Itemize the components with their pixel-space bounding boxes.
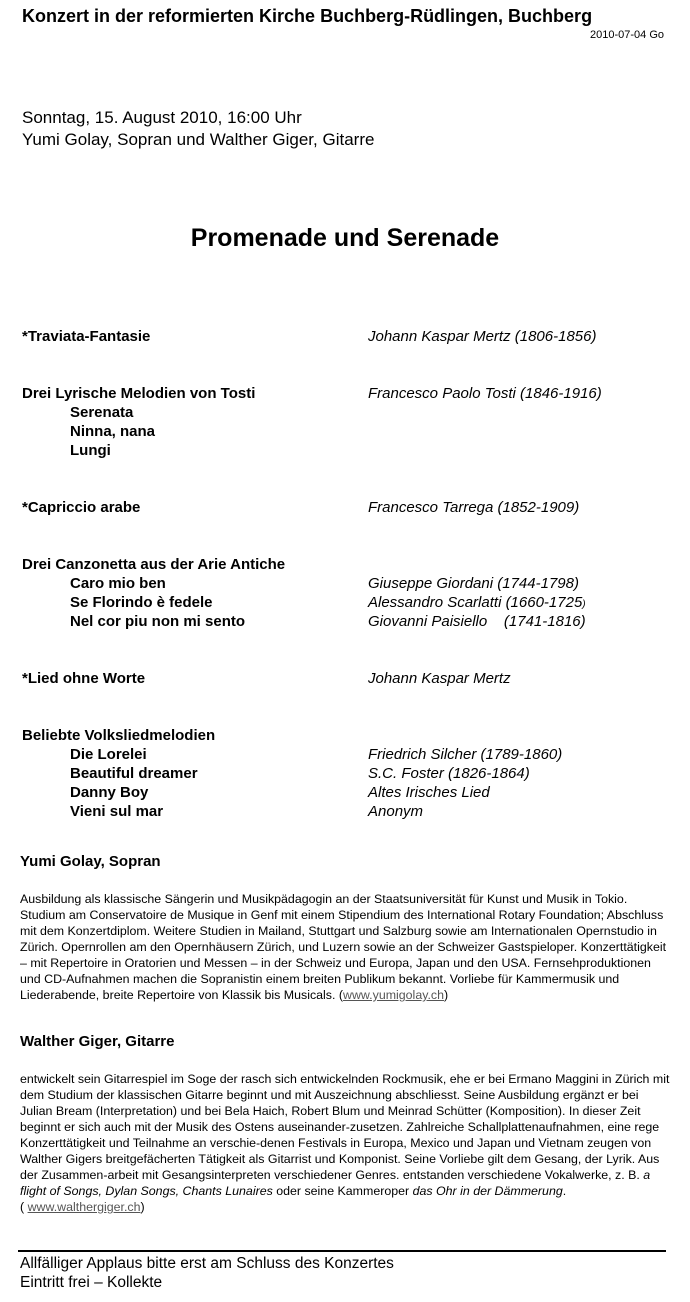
work-title: Serenata bbox=[70, 404, 134, 421]
composer-suffix: ) bbox=[582, 599, 586, 610]
program-subentry bbox=[22, 594, 672, 613]
composer: Johann Kaspar Mertz bbox=[368, 670, 511, 687]
program-entry bbox=[22, 328, 672, 347]
bio-close: ) bbox=[140, 1200, 145, 1214]
composer: Francesco Paolo Tosti (1846-1916) bbox=[368, 385, 602, 402]
work-title: Drei Lyrische Melodien von Tosti bbox=[22, 385, 256, 402]
work-title: Lungi bbox=[70, 442, 111, 459]
program-subentry bbox=[22, 765, 672, 784]
bio-body-end: . bbox=[562, 1184, 567, 1198]
bio-text-giger bbox=[20, 1071, 670, 1215]
program-subentry bbox=[22, 784, 672, 803]
footer-entry-note: Eintritt frei – Kollekte bbox=[20, 1274, 163, 1291]
program-entry bbox=[22, 556, 672, 575]
footer-divider bbox=[18, 1250, 666, 1252]
composer-name: Alessandro Scarlatti (1660-1725 bbox=[368, 594, 583, 611]
website-link-golay[interactable]: www.yumigolay.ch bbox=[343, 988, 445, 1002]
work-title: *Capriccio arabe bbox=[22, 499, 141, 516]
bio-italic-opera: das Ohr in der Dämmerung bbox=[412, 1184, 563, 1198]
work-title: Beliebte Volksliedmelodien bbox=[22, 727, 216, 744]
program-subentry bbox=[22, 404, 672, 423]
composer: Johann Kaspar Mertz (1806-1856) bbox=[368, 328, 597, 345]
composer: Altes Irisches Lied bbox=[368, 784, 490, 801]
program-subentry bbox=[22, 746, 672, 765]
composer: Giuseppe Giordani (1744-1798) bbox=[368, 575, 579, 592]
composer: Friedrich Silcher (1789-1860) bbox=[368, 746, 563, 763]
work-title: Se Florindo è fedele bbox=[70, 594, 213, 611]
work-title: Beautiful dreamer bbox=[70, 765, 198, 782]
program-subentry bbox=[22, 423, 672, 442]
program-entry bbox=[22, 670, 672, 689]
work-title: Drei Canzonetta aus der Arie Antiche bbox=[22, 556, 286, 573]
bio-body-mid: oder seine Kammeroper bbox=[272, 1184, 413, 1198]
program-subentry bbox=[22, 613, 672, 632]
header-date-code: 2010-07-04 Go bbox=[590, 29, 664, 41]
program-entry bbox=[22, 499, 672, 518]
composer bbox=[368, 594, 586, 611]
program-entry bbox=[22, 727, 672, 746]
bio-body: Ausbildung als klassische Sängerin und Musikpädagogin an der Staatsuniversität für Kunst und Musik in Tokio. Studium am Conservatoire de Musique in Genf mit einem Stipendium des International Rotary Foundation; Abschluss mit dem Konzertdiplom. Weitere Studien in Mailand, Stuttgart und Salzburg sowie am Internationalen Opernstudio in Zürich. Opernrollen am den Opernhäusern Zürich, und Luzern sowie an der Schweizer Gastspieloper. Konzerttätigkeit – mit Repertoire in Oratorien und Messen – in der Schweiz und Europa, Japan und den USA. Fernsehproduktionen und CD-Aufnahmen machen die Sopranistin einem breiten Publikum bekannt. Vorliebe für Kammermusik und Liederabende, breite Repertoire von Klassik bis Musicals. ( bbox=[20, 892, 667, 1002]
work-title: *Traviata-Fantasie bbox=[22, 328, 151, 345]
work-title: Danny Boy bbox=[70, 784, 149, 801]
program-entry bbox=[22, 385, 672, 404]
program-subentry bbox=[22, 442, 672, 461]
work-title: Vieni sul mar bbox=[70, 803, 164, 820]
event-performers: Yumi Golay, Sopran und Walther Giger, Gitarre bbox=[22, 130, 375, 149]
bio-heading-golay: Yumi Golay, Sopran bbox=[20, 853, 161, 870]
composer: Anonym bbox=[368, 803, 424, 820]
program-subentry bbox=[22, 575, 672, 594]
program-subentry bbox=[22, 803, 672, 822]
bio-italic-works: a flight of Songs, Dylan Songs, Chants Lunaires bbox=[20, 1168, 651, 1198]
work-title: Die Lorelei bbox=[70, 746, 147, 763]
work-title: Caro mio ben bbox=[70, 575, 166, 592]
website-link-giger[interactable]: www.walthergiger.ch bbox=[27, 1200, 141, 1214]
concert-title: Promenade und Serenade bbox=[190, 224, 500, 252]
work-title: *Lied ohne Worte bbox=[22, 670, 146, 687]
bio-open: ( bbox=[20, 1200, 28, 1214]
composer: Giovanni Paisiello (1741-1816) bbox=[368, 613, 586, 630]
composer: S.C. Foster (1826-1864) bbox=[368, 765, 530, 782]
work-title: Nel cor piu non mi sento bbox=[70, 613, 246, 630]
bio-close: ) bbox=[444, 988, 449, 1002]
bio-body: entwickelt sein Gitarrespiel im Soge der rasch sich entwickelnden Rockmusik, ehe er bei Ermano Maggini in Zürich mit dem Studium der klassischen Gitarre beginnt und mit Auszeichnung abschliesst. Seine Ausbildung ergänzt er bei Julian Bream (Interpretation) und bei Bela Haich, Robert Blum und Meinrad Schütter (Komposition). In dieser Zeit beginnt er sich auch mit der Musik des Ostens auseinander-zusetzen. Zahlreiche Schallplattenaufnahmen, eine rege Konzerttätigkeit und Teilnahme an verschie-denen Festivals in Europa, Mexico und Japan und Vietnam zeugen von Walther Gigers breitgefächerten Tätigkeit als Gitarrist und Komponist. Seine Vorliebe gilt dem Gesang, der Lyrik. Aus der Zusammen-arbeit mit Gesangsinterpreten verschiedener Genres. entstanden verschiedene Vokalwerke, z. B. bbox=[20, 1072, 670, 1182]
header-title: Konzert in der reformierten Kirche Buchberg-Rüdlingen, Buchberg bbox=[22, 6, 593, 26]
bio-text-golay bbox=[20, 891, 670, 1003]
event-date: Sonntag, 15. August 2010, 16:00 Uhr bbox=[22, 108, 302, 127]
composer: Francesco Tarrega (1852-1909) bbox=[368, 499, 580, 516]
work-title: Ninna, nana bbox=[70, 423, 156, 440]
bio-heading-giger: Walther Giger, Gitarre bbox=[20, 1033, 175, 1050]
footer-applause-note: Allfälliger Applaus bitte erst am Schluss des Konzertes bbox=[20, 1255, 394, 1272]
